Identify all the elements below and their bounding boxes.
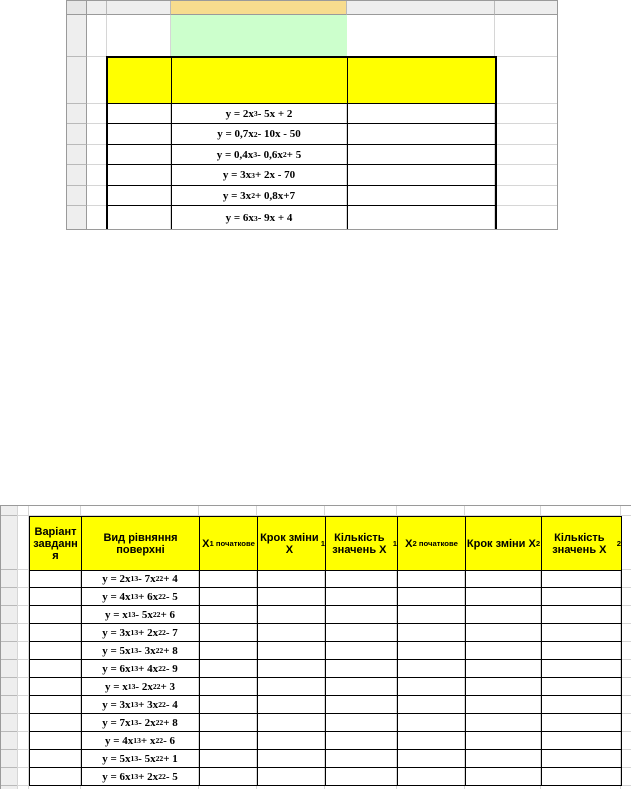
table-border [257,570,258,786]
row-header-8[interactable] [67,206,87,230]
row-header-2[interactable] [1,516,18,570]
x1-step-cell [257,570,325,588]
x1-step-cell [257,750,325,768]
x1-start-cell [199,642,257,660]
x2-count-cell [541,768,621,786]
table-border [347,104,348,230]
variant-number [29,660,81,678]
x2-step-cell [465,642,541,660]
x1-step-cell [257,588,325,606]
x1-start-cell [199,768,257,786]
equation-cell: y = 4x 1 3 + x 2 2 - 6 [81,732,199,750]
x2-count-cell [541,606,621,624]
variant-number [107,145,171,165]
x1-step-cell [257,606,325,624]
x1-start-cell [199,750,257,768]
x1-count-cell [325,732,397,750]
row-header-13[interactable] [1,750,18,768]
table-border [29,785,622,786]
gridline [17,506,18,789]
equation-cell: y = 0,7x 2 - 10x - 50 [171,124,347,145]
x2-start-cell [397,588,465,606]
x1-step-cell [257,768,325,786]
x2-count-cell [541,696,621,714]
x1-count-cell [325,750,397,768]
row-header-3[interactable] [67,104,87,124]
x2-step-cell [465,768,541,786]
x1-count-cell [325,714,397,732]
x1-step-cell [257,696,325,714]
x1-count-cell [325,768,397,786]
equation-cell: y = 6x 3 - 9x + 4 [171,206,347,230]
variant-number [29,678,81,696]
x2-start-cell [397,696,465,714]
variant-number [107,165,171,186]
table-border [541,570,542,786]
row-header-12[interactable] [1,732,18,750]
header-variant: Варіант завданн я [29,516,82,571]
x1-start-cell [199,696,257,714]
row-header-10[interactable] [1,696,18,714]
x2-start-cell [397,678,465,696]
x1-start-cell [199,570,257,588]
column-header-c[interactable] [171,1,347,15]
row-header-7[interactable] [67,186,87,206]
equation-cell: y = x 1 3 - 2x 2 2 + 3 [81,678,199,696]
x2-start-cell [397,606,465,624]
row-header-4[interactable] [1,588,18,606]
header-x1-step: Крок зміни X 1 [257,516,326,571]
x2-count-cell [541,570,621,588]
variant-number [29,624,81,642]
equation-cell: y = 4x 1 3 + 6x 2 2 - 5 [81,588,199,606]
header-variant [107,57,172,104]
variant-number [107,206,171,230]
header-x1-count: Кількість значень X 1 [325,516,398,571]
table-border [171,104,172,230]
x1-step-cell [257,732,325,750]
equation-cell: y = 3x 1 3 + 3x 2 2 - 4 [81,696,199,714]
x2-start-cell [397,642,465,660]
header-x2-count: Кількість значень X 2 [541,516,622,571]
table-border [621,570,622,786]
column-header-e[interactable] [495,1,558,15]
row-header-5[interactable] [67,145,87,165]
x2-count-cell [541,714,621,732]
x2-step-cell [465,678,541,696]
table-border [81,570,82,786]
x1-start-cell [199,606,257,624]
x1-count-cell [325,624,397,642]
equation-cell: y = 0,4x 3 - 0,6x 2 + 5 [171,145,347,165]
x1-start-cell [199,678,257,696]
variant-number [107,124,171,145]
x1-step-cell [257,624,325,642]
x2-start-cell [397,660,465,678]
x1-step-cell [257,678,325,696]
row-header-5[interactable] [1,606,18,624]
x2-step-cell [465,588,541,606]
x2-start-cell [397,750,465,768]
variant-number [29,768,81,786]
x2-step-cell [465,696,541,714]
range-cell [347,104,495,124]
spreadsheet-curves [66,0,558,230]
variant-number [29,714,81,732]
variant-number [29,696,81,714]
equation-cell: y = 3x 1 3 + 2x 2 2 - 7 [81,624,199,642]
row-header-9[interactable] [1,678,18,696]
equation-cell: y = 7x 1 3 - 2x 2 2 + 8 [81,714,199,732]
row-header-6[interactable] [67,165,87,186]
x2-start-cell [397,624,465,642]
equation-cell: y = 3x 3 + 2x - 70 [171,165,347,186]
x1-count-cell [325,570,397,588]
header-x2-start: X 2 початкове [397,516,466,571]
header-x2-step: Крок зміни X 2 [465,516,542,571]
x1-start-cell [199,714,257,732]
row-header-6[interactable] [1,624,18,642]
range-cell [347,186,495,206]
range-cell [347,124,495,145]
column-header-b[interactable] [107,1,171,15]
header-x1-start: X 1 початкове [199,516,258,571]
x1-start-cell [199,588,257,606]
x1-start-cell [199,732,257,750]
x2-count-cell [541,624,621,642]
x1-count-cell [325,696,397,714]
equation-cell: y = 3x 2 + 0,8x+7 [171,186,347,206]
equation-cell: y = 5x 1 3 - 3x 2 2 + 8 [81,642,199,660]
row-header-1[interactable] [1,506,18,516]
x2-step-cell [465,660,541,678]
x1-count-cell [325,678,397,696]
row-header-8[interactable] [1,660,18,678]
row-header-11[interactable] [1,714,18,732]
sheet-corner[interactable] [67,1,87,15]
x2-step-cell [465,750,541,768]
x2-start-cell [397,768,465,786]
row-header-7[interactable] [1,642,18,660]
column-header-a[interactable] [87,1,107,15]
table-border [199,570,200,786]
x1-count-cell [325,588,397,606]
table-title [171,15,347,57]
x2-start-cell [397,732,465,750]
equation-cell: y = 2x 3 - 5x + 2 [171,104,347,124]
x1-count-cell [325,606,397,624]
variant-number [29,750,81,768]
equation-cell: y = 6x 1 3 + 4x 2 2 - 9 [81,660,199,678]
header-equation [171,57,348,104]
x2-step-cell [465,606,541,624]
header-equation: Вид рівняння поверхні [81,516,200,571]
x2-start-cell [397,570,465,588]
variant-number [29,588,81,606]
variant-number [29,642,81,660]
x2-step-cell [465,732,541,750]
x2-count-cell [541,660,621,678]
row-header-1[interactable] [67,15,87,57]
x1-step-cell [257,714,325,732]
variant-number [107,186,171,206]
variant-number [29,570,81,588]
column-header-d[interactable] [347,1,495,15]
x1-start-cell [199,624,257,642]
table-border [397,570,398,786]
equation-cell: y = x 1 3 - 5x 2 2 + 6 [81,606,199,624]
row-header-14[interactable] [1,768,18,786]
table-border [29,570,30,786]
equation-cell: y = 6x 1 3 + 2x 2 2 - 5 [81,768,199,786]
spreadsheet-surfaces [0,505,631,789]
x2-count-cell [541,678,621,696]
range-cell [347,145,495,165]
x2-step-cell [465,570,541,588]
x2-count-cell [541,588,621,606]
x2-count-cell [541,642,621,660]
x1-step-cell [257,660,325,678]
table-border [325,570,326,786]
range-cell [347,165,495,186]
range-cell [347,206,495,230]
equation-cell: y = 2x 1 3 - 7x 2 2 + 4 [81,570,199,588]
x1-count-cell [325,642,397,660]
variant-number [107,104,171,124]
x2-count-cell [541,732,621,750]
row-header-4[interactable] [67,124,87,145]
variant-number [29,606,81,624]
x2-step-cell [465,714,541,732]
variant-number [29,732,81,750]
x2-step-cell [465,624,541,642]
x1-start-cell [199,660,257,678]
x2-count-cell [541,750,621,768]
x1-count-cell [325,660,397,678]
header-range [347,57,496,104]
equation-cell: y = 5x 1 3 - 5x 2 2 + 1 [81,750,199,768]
table-border [465,570,466,786]
row-header-2[interactable] [67,57,87,104]
x1-step-cell [257,642,325,660]
x2-start-cell [397,714,465,732]
row-header-3[interactable] [1,570,18,588]
